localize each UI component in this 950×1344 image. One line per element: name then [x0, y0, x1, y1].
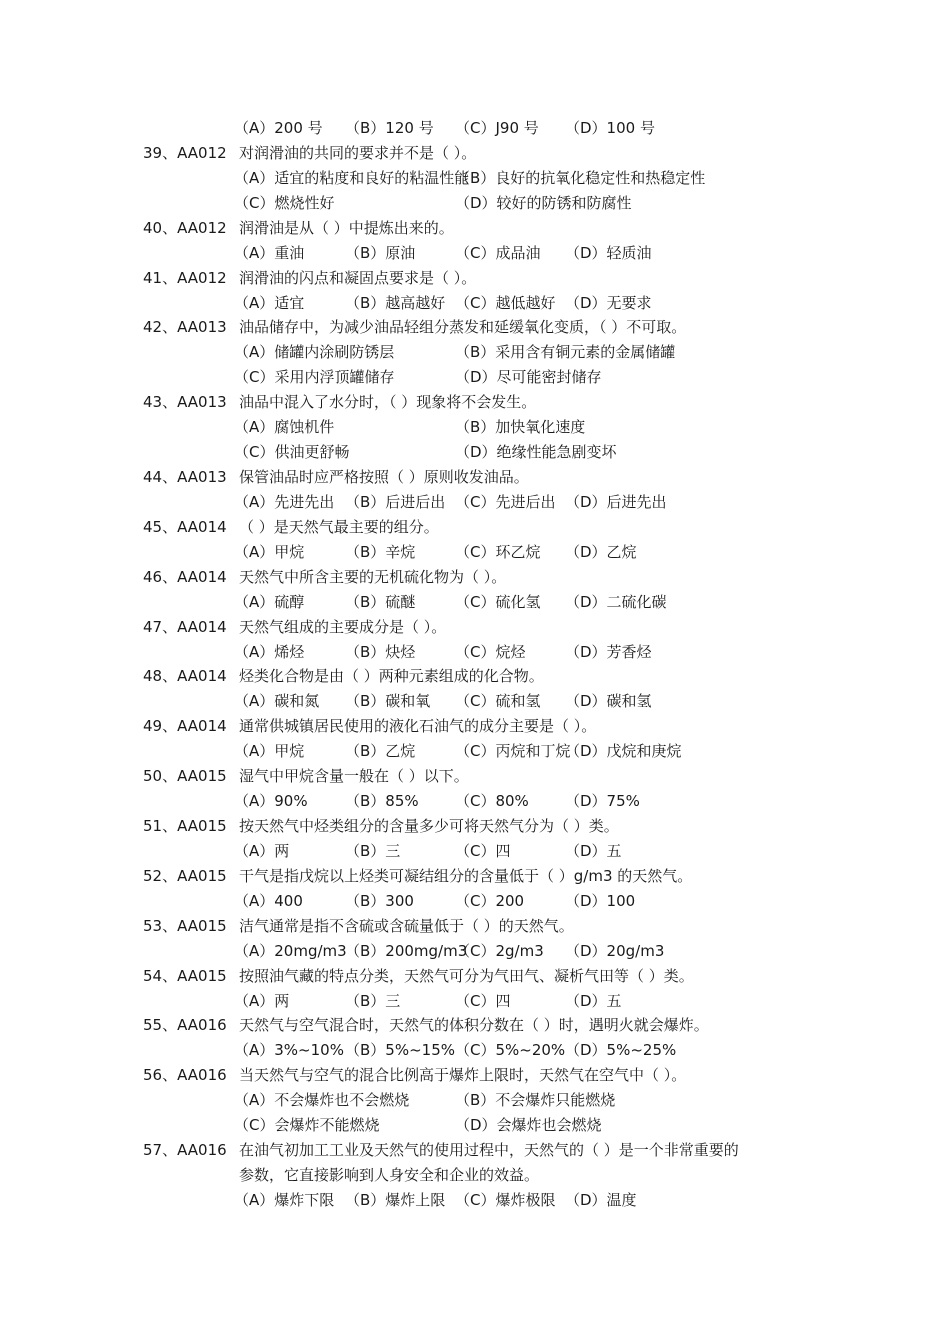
answer-option: （D）5%~25%: [565, 1041, 677, 1059]
answer-option: （C）会爆炸不能燃烧: [234, 1116, 380, 1134]
answer-option: （A）400: [234, 892, 303, 910]
question-text: 油品储存中，为减少油品轻组分蒸发和延缓氧化变质，（ ）不可取。: [239, 318, 687, 336]
answer-option: （C）采用内浮顶罐储存: [234, 368, 395, 386]
answer-option: （D）轻质油: [565, 244, 652, 262]
question-number: 44、AA013: [143, 468, 227, 486]
answer-option: （C）硫和氢: [455, 692, 541, 710]
answer-option: （B）越高越好: [345, 294, 446, 312]
answer-option: （B）爆炸上限: [345, 1191, 446, 1209]
answer-option: （A）200 号: [234, 119, 323, 137]
answer-option: （D）后进先出: [565, 493, 667, 511]
answer-option: （A）两: [234, 992, 290, 1010]
answer-option: （A）20mg/m3: [234, 942, 347, 960]
answer-option: （D）五: [565, 992, 622, 1010]
answer-option: （A）先进先出: [234, 493, 335, 511]
answer-option: （C）成品油: [455, 244, 541, 262]
answer-option: （C）越低越好: [455, 294, 556, 312]
question-number: 46、AA014: [143, 568, 227, 586]
answer-option: （A）甲烷: [234, 543, 305, 561]
answer-option: （B）三: [345, 992, 401, 1010]
answer-option: （C）先进后出: [455, 493, 556, 511]
question-text: 润滑油是从（ ）中提炼出来的。: [239, 219, 454, 237]
answer-option: （C）供油更舒畅: [234, 443, 350, 461]
answer-option: （A）碳和氮: [234, 692, 320, 710]
answer-option: （B）良好的抗氧化稳定性和热稳定性: [455, 169, 706, 187]
question-text: 对润滑油的共同的要求并不是（ ）。: [239, 144, 477, 162]
answer-option: （D）尽可能密封储存: [455, 368, 602, 386]
answer-option: （D）75%: [565, 792, 640, 810]
answer-option: （B）120 号: [345, 119, 434, 137]
answer-option: （B）炔烃: [345, 643, 416, 661]
question-number: 43、AA013: [143, 393, 227, 411]
answer-option: （D）五: [565, 842, 622, 860]
answer-option: （D）绝缘性能急剧变坏: [455, 443, 617, 461]
answer-option: （B）5%~15%: [345, 1041, 455, 1059]
answer-option: （D）20g/m3: [565, 942, 665, 960]
question-text: 通常供城镇居民使用的液化石油气的成分主要是（ ）。: [239, 717, 597, 735]
answer-option: （C）爆炸极限: [455, 1191, 556, 1209]
question-text: 按天然气中烃类组分的含量多少可将天然气分为（ ）类。: [239, 817, 619, 835]
answer-option: （D）较好的防锈和防腐性: [455, 194, 632, 212]
answer-option: （A）储罐内涂刷防锈层: [234, 343, 395, 361]
answer-option: （D）100: [565, 892, 636, 910]
answer-option: （B）采用含有铜元素的金属储罐: [455, 343, 676, 361]
question-number: 39、AA012: [143, 144, 227, 162]
question-text: 在油气初加工工业及天然气的使用过程中，天然气的（ ）是一个非常重要的: [239, 1141, 739, 1159]
question-number: 47、AA014: [143, 618, 227, 636]
answer-option: （B）300: [345, 892, 414, 910]
answer-option: （D）温度: [565, 1191, 637, 1209]
question-number: 53、AA015: [143, 917, 227, 935]
question-number: 55、AA016: [143, 1016, 227, 1034]
answer-option: （C）80%: [455, 792, 529, 810]
answer-option: （A）不会爆炸也不会燃烧: [234, 1091, 410, 1109]
question-text: 干气是指戊烷以上烃类可凝结组分的含量低于（ ）g/m3 的天然气。: [239, 867, 693, 885]
answer-option: （D）二硫化碳: [565, 593, 667, 611]
question-text: 当天然气与空气的混合比例高于爆炸上限时，天然气在空气中（ ）。: [239, 1066, 687, 1084]
answer-option: （A）爆炸下限: [234, 1191, 335, 1209]
answer-option: （C）200: [455, 892, 525, 910]
answer-option: （A）重油: [234, 244, 305, 262]
answer-option: （B）加快氧化速度: [455, 418, 586, 436]
answer-option: （B）三: [345, 842, 401, 860]
answer-option: （D）乙烷: [565, 543, 637, 561]
question-text: 洁气通常是指不含硫或含硫量低于（ ）的天然气。: [239, 917, 574, 935]
answer-option: （C）J90 号: [455, 119, 539, 137]
question-text: 保管油品时应严格按照（ ）原则收发油品。: [239, 468, 529, 486]
question-number: 48、AA014: [143, 667, 227, 685]
question-text: （ ）是天然气最主要的组分。: [239, 518, 439, 536]
answer-option: （C）5%~20%: [455, 1041, 566, 1059]
answer-option: （C）四: [455, 992, 511, 1010]
answer-option: （B）85%: [345, 792, 419, 810]
answer-option: （B）碳和氧: [345, 692, 431, 710]
answer-option: （A）硫醇: [234, 593, 305, 611]
answer-option: （B）200mg/m3: [345, 942, 468, 960]
answer-option: （B）原油: [345, 244, 416, 262]
answer-option: （B）辛烷: [345, 543, 416, 561]
answer-option: （B）乙烷: [345, 742, 416, 760]
question-number: 50、AA015: [143, 767, 227, 785]
answer-option: （A）适宜的粘度和良好的粘温性能: [234, 169, 470, 187]
question-text: 天然气组成的主要成分是（ ）。: [239, 618, 447, 636]
question-number: 40、AA012: [143, 219, 227, 237]
answer-option: （D）无要求: [565, 294, 652, 312]
answer-option: （B）硫醚: [345, 593, 416, 611]
question-number: 41、AA012: [143, 269, 227, 287]
question-number: 54、AA015: [143, 967, 227, 985]
question-number: 42、AA013: [143, 318, 227, 336]
answer-option: （A）适宜: [234, 294, 305, 312]
answer-option: （C）2g/m3: [455, 942, 544, 960]
answer-option: （A）3%~10%: [234, 1041, 344, 1059]
answer-option: （B）不会爆炸只能燃烧: [455, 1091, 616, 1109]
question-text: 油品中混入了水分时，（ ）现象将不会发生。: [239, 393, 537, 411]
question-number: 45、AA014: [143, 518, 227, 536]
answer-option: （D）碳和氢: [565, 692, 652, 710]
answer-option: （B）后进后出: [345, 493, 446, 511]
answer-option: （C）燃烧性好: [234, 194, 335, 212]
answer-option: （C）丙烷和丁烷: [455, 742, 571, 760]
answer-option: （A）90%: [234, 792, 308, 810]
answer-option: （D）戊烷和庚烷: [565, 742, 682, 760]
answer-option: （C）烷烃: [455, 643, 526, 661]
answer-option: （D）100 号: [565, 119, 655, 137]
answer-option: （A）两: [234, 842, 290, 860]
answer-option: （C）四: [455, 842, 511, 860]
question-text: 润滑油的闪点和凝固点要求是（ ）。: [239, 269, 477, 287]
question-number: 56、AA016: [143, 1066, 227, 1084]
question-text: 湿气中甲烷含量一般在（ ）以下。: [239, 767, 469, 785]
question-text: 参数，它直接影响到人身安全和企业的效益。: [239, 1166, 540, 1184]
question-number: 57、AA016: [143, 1141, 227, 1159]
question-text: 天然气与空气混合时，天然气的体积分数在（ ）时，遇明火就会爆炸。: [239, 1016, 709, 1034]
answer-option: （C）硫化氢: [455, 593, 541, 611]
answer-option: （D）芳香烃: [565, 643, 652, 661]
question-text: 烃类化合物是由（ ）两种元素组成的化合物。: [239, 667, 544, 685]
answer-option: （A）腐蚀机件: [234, 418, 335, 436]
answer-option: （D）会爆炸也会燃烧: [455, 1116, 602, 1134]
question-number: 51、AA015: [143, 817, 227, 835]
answer-option: （A）甲烷: [234, 742, 305, 760]
answer-option: （C）环乙烷: [455, 543, 541, 561]
question-text: 按照油气藏的特点分类，天然气可分为气田气、凝析气田等（ ）类。: [239, 967, 694, 985]
answer-option: （A）烯烃: [234, 643, 305, 661]
question-number: 52、AA015: [143, 867, 227, 885]
question-text: 天然气中所含主要的无机硫化物为（ ）。: [239, 568, 507, 586]
question-number: 49、AA014: [143, 717, 227, 735]
